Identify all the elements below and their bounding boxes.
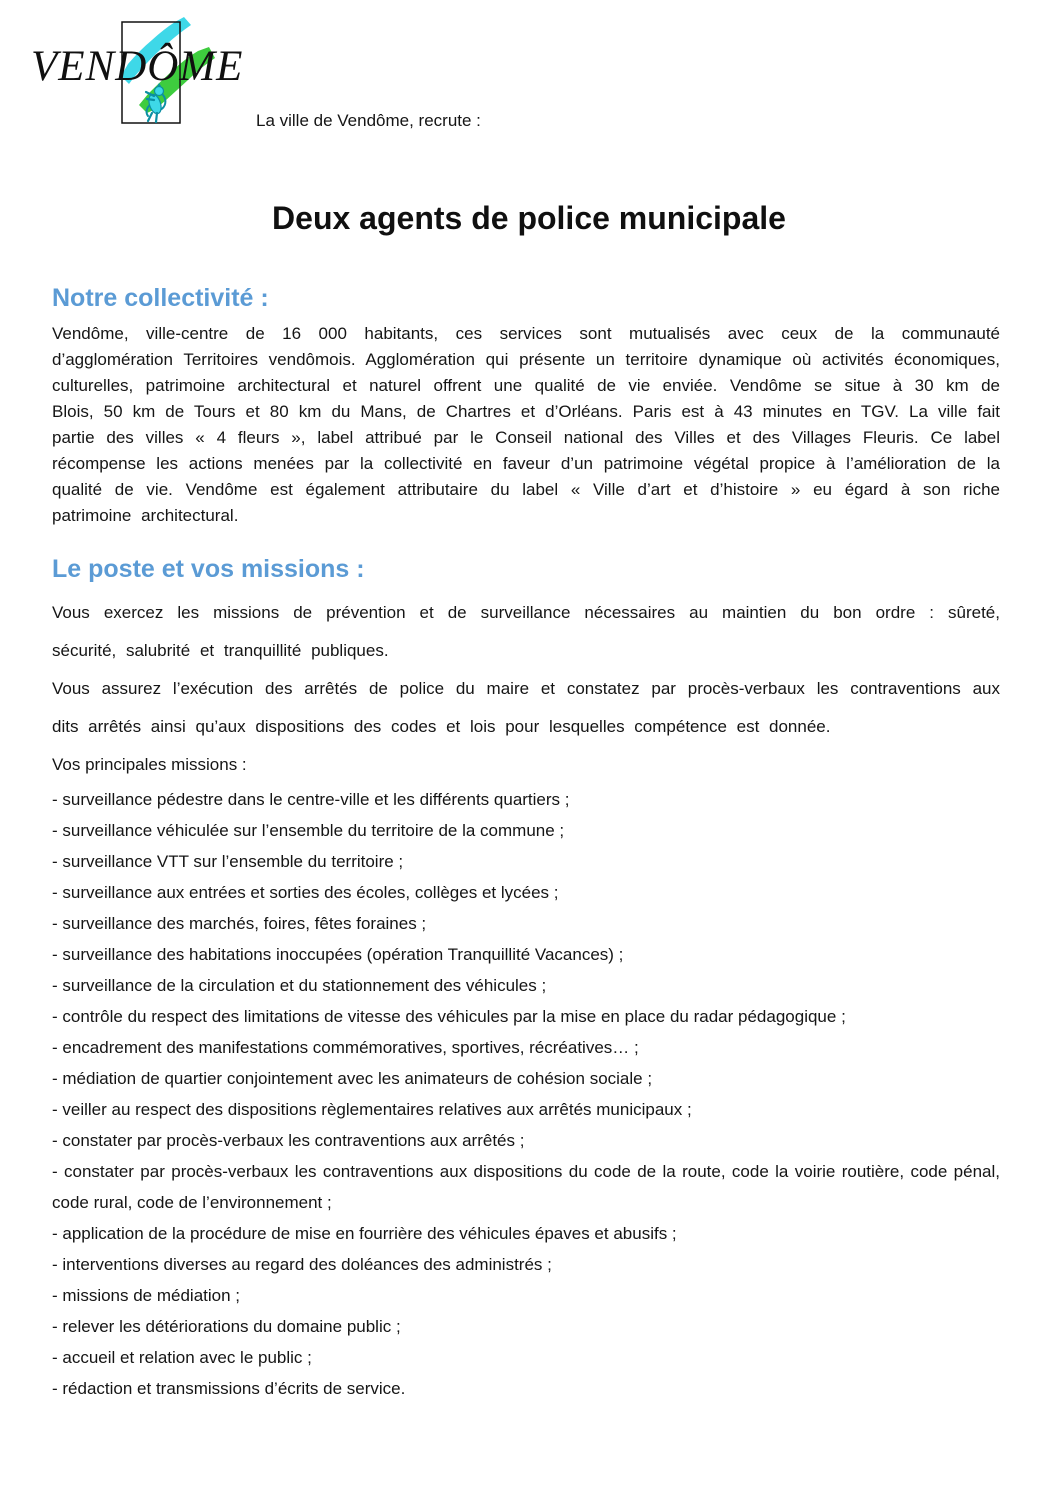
mission-item: - surveillance VTT sur l’ensemble du territoire ;: [52, 852, 404, 871]
section-heading-poste: Le poste et vos missions :: [52, 555, 365, 583]
mission-item: - surveillance des marchés, foires, fêtes foraines ;: [52, 914, 427, 933]
mission-item: - veiller au respect des dispositions règlementaires relatives aux arrêtés municipaux ;: [52, 1100, 692, 1119]
poste-paragraph-2: Vous assurez l’exécution des arrêtés de police du maire et constatez par procès-verbaux les contraventions aux dits arrêtés ainsi qu’aux dispositions des codes et lois pour lesquelles compétence est donnée.: [52, 679, 1000, 736]
poste-paragraph-1: Vous exercez les missions de prévention et de surveillance nécessaires au maintien du bon ordre : sûreté, sécurité, salubrité et tranquillité publiques.: [52, 603, 1000, 660]
page-title: Deux agents de police municipale: [272, 200, 786, 236]
missions-list: [52, 784, 1000, 1404]
mission-item: - constater par procès-verbaux les contraventions aux arrêtés ;: [52, 1131, 525, 1150]
mission-item: - encadrement des manifestations commémoratives, sportives, récréatives… ;: [52, 1038, 639, 1057]
mission-item: - missions de médiation ;: [52, 1286, 241, 1305]
mission-item: - surveillance pédestre dans le centre-ville et les différents quartiers ;: [52, 790, 570, 809]
missions-list-intro: Vos principales missions :: [52, 755, 247, 774]
mission-item: - contrôle du respect des limitations de vitesse des véhicules par la mise en place du radar pédagogique ;: [52, 1007, 846, 1026]
collectivite-paragraph: Vendôme, ville-centre de 16 000 habitants, ces services sont mutualisés avec ceux de la communauté d’agglomération Territoires vendômois. Agglomération qui présente un territoire dynamique où activités économiques, culturelles, patrimoine architectural et naturel offrent une qualité de vie enviée. Vendôme se situe à 30 km de Blois, 50 km de Tours et 80 km du Mans, de Chartres et d’Orléans. Paris est à 43 minutes en TGV. La ville fait partie des villes « 4 fleurs », label attribué par le Conseil national des Villes et des Villages Fleuris. Ce label récompense les actions menées par la collectivité en faveur d’un patrimoine végétal propice à l’amélioration de la qualité de vie. Vendôme est également attributaire du label « Ville d’art et d’histoire » eu égard à son riche patrimoine architectural.: [52, 324, 1000, 525]
mission-item: - constater par procès-verbaux les contraventions aux dispositions du code de la route, code la voirie routière, code pénal, code rural, code de l’environnement ;: [52, 1162, 1000, 1212]
mission-item: - surveillance de la circulation et du stationnement des véhicules ;: [52, 976, 547, 995]
mission-item: - médiation de quartier conjointement avec les animateurs de cohésion sociale ;: [52, 1069, 653, 1088]
mission-item: - surveillance des habitations inoccupées (opération Tranquillité Vacances) ;: [52, 945, 624, 964]
mission-item: - relever les détériorations du domaine public ;: [52, 1317, 401, 1336]
logo-wordmark: VENDÔME: [31, 43, 244, 90]
mission-item: - interventions diverses au regard des doléances des administrés ;: [52, 1255, 552, 1274]
section-heading-collectivite: Notre collectivité :: [52, 284, 269, 312]
mission-item: - application de la procédure de mise en fourrière des véhicules épaves et abusifs ;: [52, 1224, 677, 1243]
mission-item: - accueil et relation avec le public ;: [52, 1348, 312, 1367]
mission-item: - surveillance véhiculée sur l’ensemble du territoire de la commune ;: [52, 821, 565, 840]
mission-item: - rédaction et transmissions d’écrits de service.: [52, 1379, 406, 1398]
document-header: [0, 0, 1058, 150]
recruiting-tagline: La ville de Vendôme, recrute :: [256, 111, 481, 130]
mission-item: - surveillance aux entrées et sorties des écoles, collèges et lycées ;: [52, 883, 559, 902]
